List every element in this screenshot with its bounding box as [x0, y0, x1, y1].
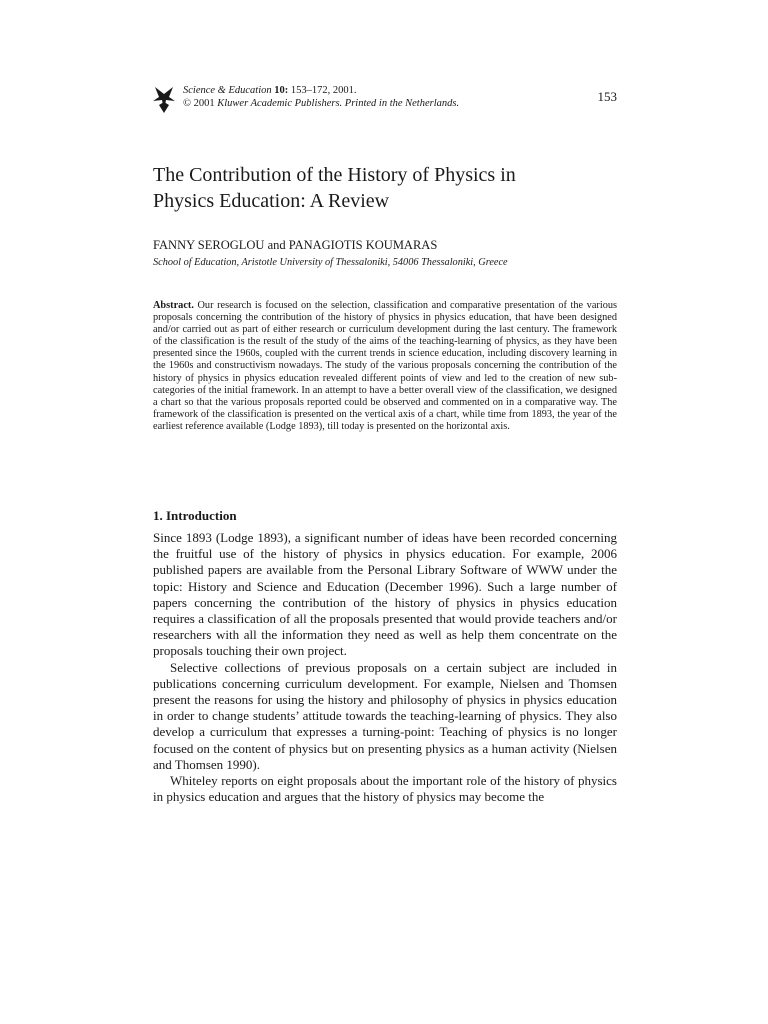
page-number: 153: [597, 89, 617, 104]
article-title: [153, 162, 617, 214]
journal-line-2: [183, 97, 459, 110]
author-affiliation: School of Education, Aristotle University of Thessaloniki, 54006 Thessaloniki, Greece: [153, 257, 508, 268]
journal-citation: [183, 84, 459, 110]
journal-header: [153, 84, 617, 118]
article-title-line-2: Physics Education: A Review: [153, 190, 390, 212]
abstract-label: Abstract.: [153, 300, 194, 311]
section-heading-introduction: 1. Introduction: [153, 508, 237, 523]
copyright-year: 2001: [193, 98, 215, 109]
journal-name: Science & Education: [183, 85, 272, 96]
printed-note: Printed in the Netherlands.: [344, 98, 460, 109]
article-authors: FANNY SEROGLOU and PANAGIOTIS KOUMARAS: [153, 238, 438, 252]
publisher-name: Kluwer Academic Publishers.: [217, 98, 343, 109]
abstract-text: Our research is focused on the selection, classification and comparative presentation of the various proposals concerning the contribution of the history of physics in physics education, that have been designed and/or carried out as part of either research or curriculum development during the last century. The framework of the classification is the result of the study of the aims of the teaching-learning of physics, as they have been presented since the 1960s, coupled with the current trends in science education, including discovery learning in the 1960s and constructivism nowadays. The study of the various proposals concerning the contribution of the history of physics in physics education revealed different points of view and led to the creation of new sub-categories of the initial framework. In an attempt to have a better overall view of the classification, we designed a chart so that the various proposals reported could be observed and commented on in a comparative way. The framework of the classification is presented on the vertical axis of a chart, while time from 1893, the year of the earliest reference available (Lodge 1893), till today is presented on the horizontal axis.: [153, 300, 617, 432]
body-paragraph: Selective collections of previous proposals on a certain subject are included in publications concerning curriculum development. For example, Nielsen and Thomsen present the reasons for using the history and philosophy of physics in physics education in order to change students’ attitude towards the teaching-learning of physics. They also develop a curriculum that expresses a turning-point: Teaching of physics is no longer focused on the content of physics but on presenting physics as a human activity (Nielsen and Thomsen 1990).: [153, 659, 617, 772]
body-paragraph: Whiteley reports on eight proposals about the important role of the history of physics in physics education and argues that the history of physics may become the: [153, 773, 617, 805]
journal-pages: 153–172, 2001.: [290, 85, 357, 96]
abstract: [153, 300, 617, 433]
introduction-body: [153, 530, 617, 805]
journal-line-1: [183, 84, 459, 97]
article-title-line-1: The Contribution of the History of Physics in: [153, 164, 516, 186]
copyright-symbol: ©: [183, 98, 191, 109]
journal-volume: 10:: [274, 85, 289, 96]
body-paragraph: Since 1893 (Lodge 1893), a significant number of ideas have been recorded concerning the fruitful use of the history of physics in physics education. For example, 2006 published papers are available from the Personal Library Software of WWW under the topic: History and Science and Education (December 1996). Such a large number of papers concerning the contribution of the history of physics in physics education requires a classification of all the proposals presented that would provide teachers and/or researchers with all the information they need as well as help them concentrate on the proposals touching their own project.: [153, 530, 617, 659]
kluwer-logo-icon: [153, 85, 175, 113]
